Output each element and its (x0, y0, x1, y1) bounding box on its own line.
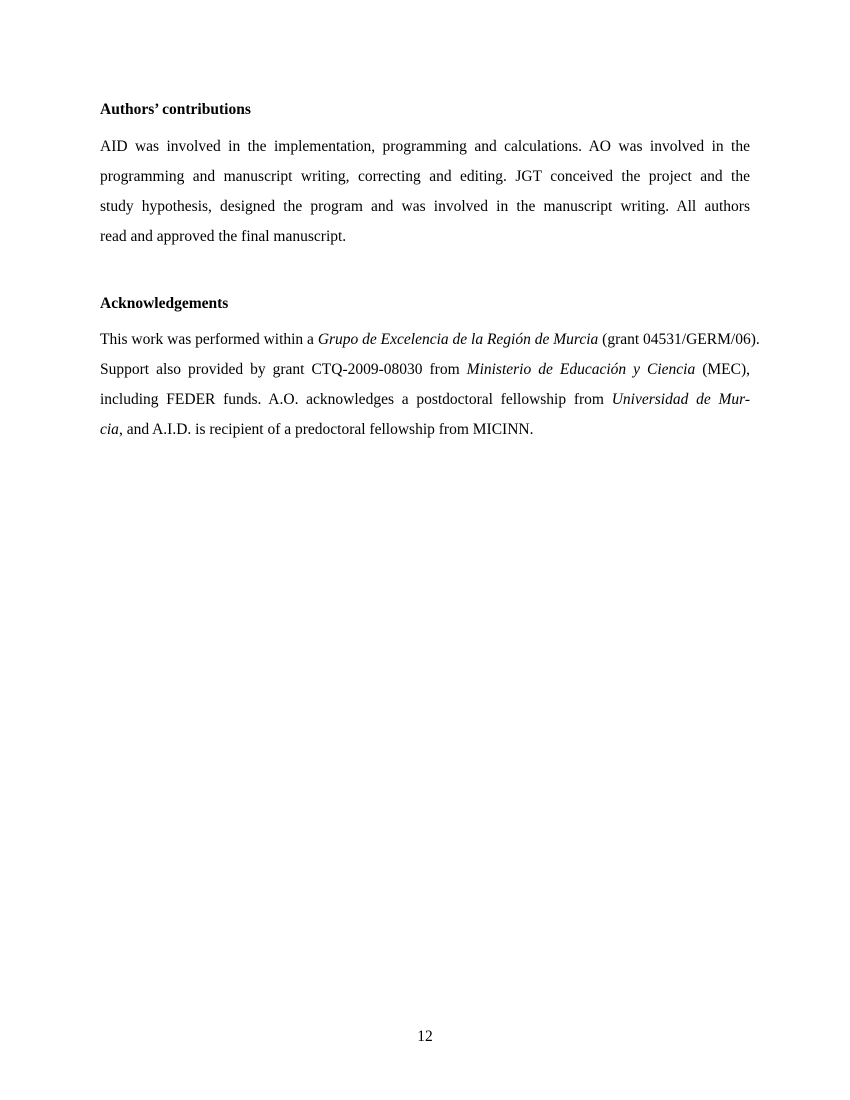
authors-contributions-line-3: study hypothesis, designed the program and was involved in the manuscript writing. All authors (100, 198, 750, 215)
acknowledgements-line-2-abbrev: (MEC), (695, 361, 750, 378)
authors-contributions-section (100, 100, 750, 260)
acknowledgements-line-2 (100, 360, 750, 380)
acknowledgements-line-3-text: including FEDER funds. A.O. acknowledges a postdoctoral fellowship from (100, 391, 612, 408)
universidad-name-part-1: Universidad de Mur- (611, 391, 750, 408)
authors-contributions-line-2: programming and manuscript writing, correcting and editing. JGT conceived the project and the (100, 168, 750, 185)
acknowledgements-line-1-grant: (grant 04531/GERM/06). (598, 331, 760, 348)
acknowledgements-heading: Acknowledgements (100, 295, 229, 312)
acknowledgements-line-1-text: This work was performed within a (100, 331, 318, 348)
acknowledgements-line-2-text: Support also provided by grant CTQ-2009-08030 from (100, 361, 467, 378)
page-number: 12 (417, 1028, 433, 1045)
ministerio-name: Ministerio de Educación y Ciencia (466, 361, 696, 378)
authors-contributions-line-4: read and approved the final manuscript. (100, 228, 347, 245)
acknowledgements-line-4-text: , and A.I.D. is recipient of a predoctoral fellowship from MICINN. (118, 421, 534, 438)
acknowledgements-line-3 (100, 390, 750, 410)
grupo-excelencia-name: Grupo de Excelencia de la Región de Murcia (317, 331, 599, 348)
acknowledgements-section (100, 294, 760, 454)
authors-contributions-heading: Authors’ contributions (100, 101, 251, 118)
acknowledgements-line-1 (100, 330, 790, 350)
universidad-name-part-2: cia (100, 421, 119, 438)
authors-contributions-line-1: AID was involved in the implementation, programming and calculations. AO was involved in the (100, 138, 750, 155)
acknowledgements-line-4 (100, 420, 533, 440)
